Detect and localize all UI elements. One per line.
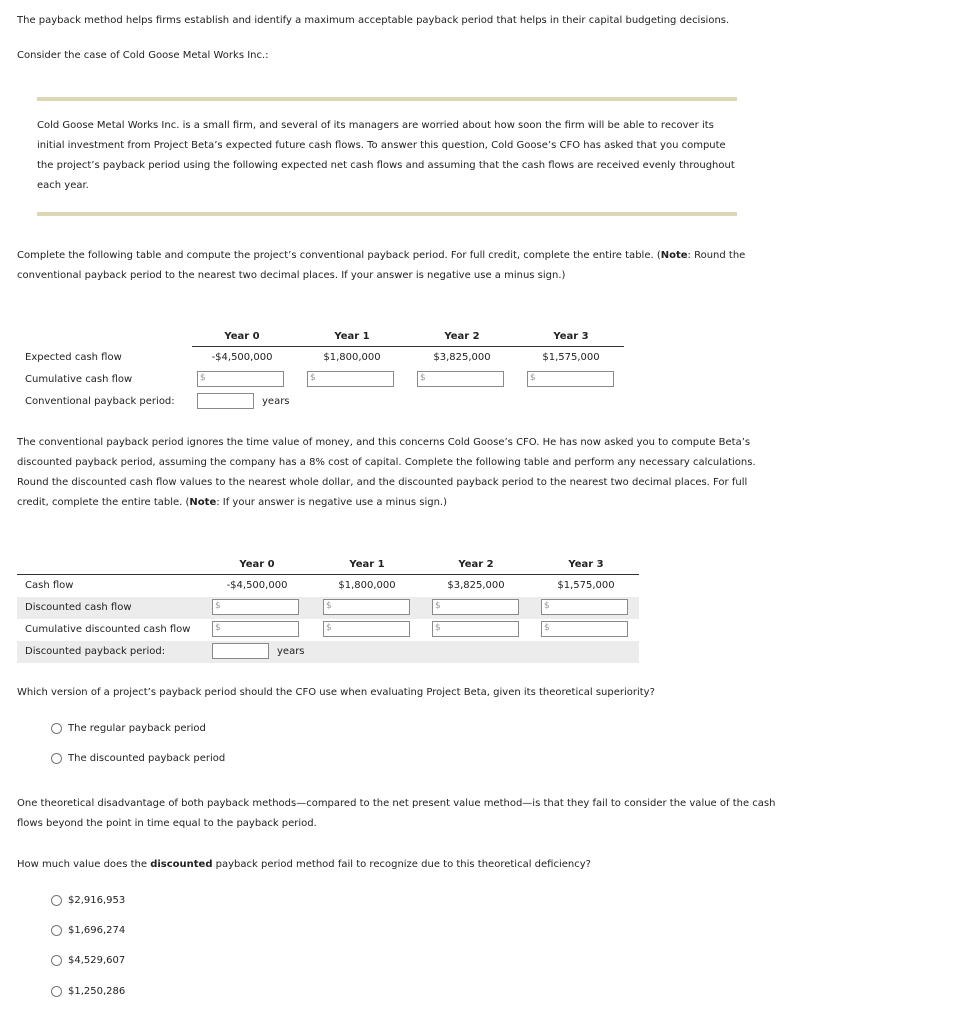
radio-icon[interactable] xyxy=(51,895,62,906)
t2-cumulative-input-2[interactable]: $ xyxy=(432,621,519,637)
case-bottom-rule xyxy=(37,212,737,216)
t2-cash-1: $1,800,000 xyxy=(338,580,396,591)
t2-cumulative-input-0[interactable]: $ xyxy=(212,621,299,637)
t1-row-payback-label: Conventional payback period: xyxy=(25,396,175,407)
t2-row-discounted-label: Discounted cash flow xyxy=(25,602,132,613)
t1-year-2: Year 2 xyxy=(444,331,480,342)
t1-cumulative-input-0[interactable]: $ xyxy=(197,371,284,387)
t1-row-expected-label: Expected cash flow xyxy=(25,352,122,363)
radio-icon[interactable] xyxy=(51,753,62,764)
t2-cash-3: $1,575,000 xyxy=(557,580,615,591)
t1-expected-0: -$4,500,000 xyxy=(211,352,273,363)
t1-expected-2: $3,825,000 xyxy=(433,352,491,363)
radio-icon[interactable] xyxy=(51,986,62,997)
t1-header-rule xyxy=(192,346,624,347)
t1-years-unit: years xyxy=(262,396,290,407)
t1-year-0: Year 0 xyxy=(224,331,260,342)
t2-payback-input[interactable] xyxy=(212,643,269,659)
t2-discounted-input-0[interactable]: $ xyxy=(212,599,299,615)
t2-row-cash-label: Cash flow xyxy=(25,580,74,591)
t1-row-cumulative-label: Cumulative cash flow xyxy=(25,374,133,385)
t1-year-1: Year 1 xyxy=(334,331,370,342)
t2-row-cumulative-label: Cumulative discounted cash flow xyxy=(25,624,191,635)
t1-expected-1: $1,800,000 xyxy=(323,352,381,363)
q2-option-label[interactable]: $1,250,286 xyxy=(68,986,126,997)
radio-icon[interactable] xyxy=(51,955,62,966)
q1-option-label[interactable]: The discounted payback period xyxy=(68,753,226,764)
t2-cash-0: -$4,500,000 xyxy=(226,580,288,591)
question-payback-version: Which version of a project’s payback period should the CFO use when evaluating Project Beta, given its theoretical superiority? xyxy=(17,687,655,698)
t1-cumulative-input-1[interactable]: $ xyxy=(307,371,394,387)
q1-option-label[interactable]: The regular payback period xyxy=(68,723,206,734)
t2-row-payback-label: Discounted payback period: xyxy=(25,646,166,657)
case-text: Cold Goose Metal Works Inc. is a small firm, and several of its managers are worried about how soon the firm will be able to recover its initial investment from Project Beta’s expected future cash flows. To answer this question, Cold Goose’s CFO has asked that you compute the project’s payback period using the following expected net cash flows and assuming that the cash flows are received evenly throughout each year. xyxy=(37,120,735,191)
t2-year-3: Year 3 xyxy=(568,559,604,570)
t2-discounted-input-1[interactable]: $ xyxy=(323,599,410,615)
intro-text: The payback method helps firms establish and identify a maximum acceptable payback period that helps in their capital budgeting decisions. xyxy=(17,15,730,26)
radio-icon[interactable] xyxy=(51,925,62,936)
t2-year-1: Year 1 xyxy=(349,559,385,570)
case-top-rule xyxy=(37,97,737,101)
t2-discounted-input-3[interactable]: $ xyxy=(541,599,628,615)
disadvantage-text: One theoretical disadvantage of both payback methods—compared to the net present value method—is that they fail to consider the value of the cash flows beyond the point in time equal to the payback period. xyxy=(17,798,776,829)
t1-cumulative-input-2[interactable]: $ xyxy=(417,371,504,387)
t2-year-0: Year 0 xyxy=(239,559,275,570)
t1-year-3: Year 3 xyxy=(553,331,589,342)
consider-text: Consider the case of Cold Goose Metal Works Inc.: xyxy=(17,50,269,61)
instruction-discounted: The conventional payback period ignores the time value of money, and this concerns Cold Goose’s CFO. He has now asked you to compute Beta’s discounted payback period, assuming the company has a 8% cost of capital. Complete the following table and perform any necessary calculations. Round the discounted cash flow values to the nearest whole dollar, and the discounted payback period to the nearest two decimal places. For full credit, complete the entire table. (Note: If your answer is negative use a minus sign.) xyxy=(17,437,756,508)
q2-option-label[interactable]: $2,916,953 xyxy=(68,895,126,906)
t2-cash-2: $3,825,000 xyxy=(447,580,505,591)
q2-option-label[interactable]: $4,529,607 xyxy=(68,955,126,966)
t1-expected-3: $1,575,000 xyxy=(542,352,600,363)
t2-discounted-input-2[interactable]: $ xyxy=(432,599,519,615)
t1-payback-input[interactable] xyxy=(197,393,254,409)
instruction-conventional: Complete the following table and compute the project’s conventional payback period. For full credit, complete the entire table. (Note: Round the conventional payback period to the nearest two decimal places. If your answer is negative use a minus sign.) xyxy=(17,250,746,281)
t2-year-2: Year 2 xyxy=(458,559,494,570)
question-value-unrecognized: How much value does the discounted payback period method fail to recognize due to this theoretical deficiency? xyxy=(17,859,591,870)
t2-years-unit: years xyxy=(277,646,305,657)
t2-header-rule xyxy=(17,574,639,575)
q2-option-label[interactable]: $1,696,274 xyxy=(68,925,126,936)
radio-icon[interactable] xyxy=(51,723,62,734)
t2-cumulative-input-1[interactable]: $ xyxy=(323,621,410,637)
t2-cumulative-input-3[interactable]: $ xyxy=(541,621,628,637)
t1-cumulative-input-3[interactable]: $ xyxy=(527,371,614,387)
